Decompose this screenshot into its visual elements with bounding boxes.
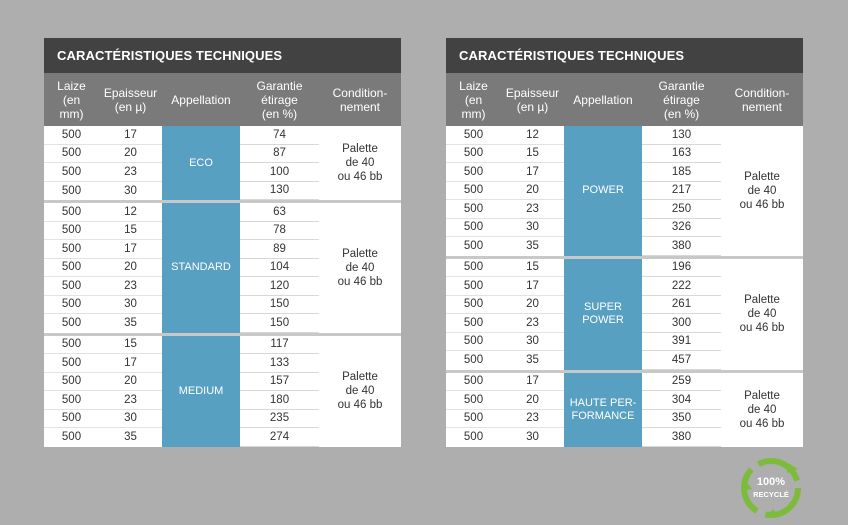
conditionnement-label: Palette de 40 ou 46 bb <box>337 247 383 288</box>
table-body <box>446 126 803 447</box>
cell-epaisseur: 23 <box>99 163 162 182</box>
cell-garantie: 304 <box>642 391 721 410</box>
conditionnement-label: Palette de 40 ou 46 bb <box>337 143 383 183</box>
cell-laize: 500 <box>446 259 501 278</box>
logo-text-percent: 100% <box>756 476 786 488</box>
cell-epaisseur: 23 <box>501 410 564 429</box>
cell-garantie: 274 <box>240 428 319 447</box>
cell-laize: 500 <box>44 354 99 373</box>
appellation-label: STANDARD <box>162 203 240 333</box>
cell-laize: 500 <box>446 410 501 429</box>
cell-laize: 500 <box>44 296 99 315</box>
conditionnement-label: Palette de 40 ou 46 bb <box>739 294 785 334</box>
cell-epaisseur: 20 <box>501 391 564 410</box>
cell-epaisseur: 15 <box>99 222 162 241</box>
header-epaisseur: Epaisseur (en µ) <box>103 85 158 114</box>
cell-epaisseur: 30 <box>526 431 539 444</box>
header-garantie: Garantie étirage (en %) <box>658 78 705 121</box>
cell-garantie: 150 <box>240 314 319 333</box>
cell-garantie: 180 <box>240 391 319 410</box>
cell-epaisseur: 12 <box>501 126 564 145</box>
cell-laize: 500 <box>446 373 501 392</box>
table-header <box>44 73 401 126</box>
header-laize: Laize (en mm) <box>459 78 488 121</box>
cell-epaisseur: 15 <box>501 145 564 164</box>
appellation-label: ECO <box>162 126 240 200</box>
cell-epaisseur: 23 <box>501 200 564 219</box>
cell-laize: 500 <box>44 126 99 145</box>
cell-epaisseur: 20 <box>99 145 162 164</box>
cell-laize: 500 <box>446 296 501 315</box>
cell-laize: 500 <box>463 240 484 253</box>
cell-laize: 500 <box>44 145 99 164</box>
cell-garantie: 235 <box>240 410 319 429</box>
cell-garantie: 120 <box>240 277 319 296</box>
cell-epaisseur: 23 <box>99 391 162 410</box>
header-appellation: Appellation <box>171 92 231 107</box>
cell-garantie: 117 <box>240 336 319 355</box>
recycle-logo <box>738 455 804 521</box>
table-title: CARACTÉRISTIQUES TECHNIQUES <box>44 38 401 73</box>
header-garantie: Garantie étirage (en %) <box>256 78 303 121</box>
cell-garantie: 74 <box>240 126 319 145</box>
cell-laize: 500 <box>446 219 501 238</box>
header-conditionnement: Condition- nement <box>332 85 388 114</box>
cell-epaisseur: 30 <box>124 184 137 197</box>
cell-laize: 500 <box>61 317 82 330</box>
product-group <box>446 126 803 256</box>
conditionnement-label: Palette de 40 ou 46 bb <box>337 371 383 411</box>
cell-garantie: 78 <box>240 222 319 241</box>
cell-garantie: 196 <box>642 259 721 278</box>
product-group <box>44 126 401 200</box>
cell-garantie: 157 <box>240 373 319 392</box>
cell-garantie: 380 <box>642 237 721 256</box>
cell-epaisseur: 15 <box>501 259 564 278</box>
cell-garantie: 259 <box>642 373 721 392</box>
cell-laize: 500 <box>44 277 99 296</box>
cell-laize: 500 <box>44 373 99 392</box>
table-body <box>44 126 401 447</box>
cell-laize: 500 <box>44 259 99 278</box>
cell-garantie: 217 <box>642 182 721 201</box>
cell-epaisseur: 35 <box>526 354 539 367</box>
cell-epaisseur: 12 <box>99 203 162 222</box>
cell-epaisseur: 30 <box>501 219 564 238</box>
conditionnement-label: Palette de 40 ou 46 bb <box>739 389 785 430</box>
cell-epaisseur: 23 <box>501 314 564 333</box>
spec-table-right <box>446 38 803 447</box>
cell-epaisseur: 20 <box>99 373 162 392</box>
product-group <box>44 200 401 333</box>
cell-garantie: 87 <box>240 145 319 164</box>
cell-garantie: 391 <box>642 333 721 352</box>
cell-laize: 500 <box>44 240 99 259</box>
cell-garantie: 163 <box>642 145 721 164</box>
cell-epaisseur: 17 <box>501 277 564 296</box>
cell-epaisseur: 30 <box>501 333 564 352</box>
logo-text-recycle: RECYCLÉ <box>753 490 789 499</box>
cell-epaisseur: 35 <box>526 240 539 253</box>
cell-laize: 500 <box>446 145 501 164</box>
cell-laize: 500 <box>446 200 501 219</box>
cell-epaisseur: 17 <box>501 373 564 392</box>
product-group <box>446 370 803 447</box>
header-laize: Laize (en mm) <box>57 78 86 121</box>
cell-laize: 500 <box>446 333 501 352</box>
cell-epaisseur: 17 <box>99 126 162 145</box>
cell-laize: 500 <box>446 391 501 410</box>
cell-laize: 500 <box>44 336 99 355</box>
cell-epaisseur: 20 <box>501 296 564 315</box>
cell-garantie: 457 <box>642 351 721 370</box>
cell-epaisseur: 35 <box>124 431 137 444</box>
cell-epaisseur: 30 <box>99 410 162 429</box>
cell-garantie: 133 <box>240 354 319 373</box>
appellation-label: HAUTE PER- FORMANCE <box>564 373 642 447</box>
cell-laize: 500 <box>61 431 82 444</box>
cell-garantie: 185 <box>642 163 721 182</box>
cell-epaisseur: 17 <box>99 240 162 259</box>
cell-garantie: 380 <box>642 428 721 447</box>
cell-laize: 500 <box>446 314 501 333</box>
cell-laize: 500 <box>446 182 501 201</box>
cell-laize: 500 <box>44 222 99 241</box>
cell-garantie: 250 <box>642 200 721 219</box>
table-title: CARACTÉRISTIQUES TECHNIQUES <box>446 38 803 73</box>
cell-epaisseur: 30 <box>99 296 162 315</box>
cell-laize: 500 <box>446 163 501 182</box>
appellation-label: SUPER POWER <box>564 259 642 370</box>
cell-garantie: 350 <box>642 410 721 429</box>
header-epaisseur: Epaisseur (en µ) <box>505 85 560 114</box>
cell-laize: 500 <box>44 410 99 429</box>
appellation-label: MEDIUM <box>162 336 240 447</box>
table-header <box>446 73 803 126</box>
cell-laize: 500 <box>44 203 99 222</box>
appellation-label: POWER <box>564 126 642 256</box>
cell-laize: 500 <box>44 391 99 410</box>
cell-laize: 500 <box>61 184 82 197</box>
cell-garantie: 130 <box>240 182 319 201</box>
cell-epaisseur: 20 <box>99 259 162 278</box>
cell-garantie: 104 <box>240 259 319 278</box>
product-group <box>44 333 401 447</box>
cell-garantie: 89 <box>240 240 319 259</box>
cell-garantie: 222 <box>642 277 721 296</box>
header-appellation: Appellation <box>573 92 633 107</box>
cell-laize: 500 <box>463 354 484 367</box>
cell-garantie: 130 <box>642 126 721 145</box>
cell-laize: 500 <box>446 126 501 145</box>
cell-epaisseur: 15 <box>99 336 162 355</box>
cell-laize: 500 <box>44 163 99 182</box>
cell-garantie: 300 <box>642 314 721 333</box>
product-group <box>446 256 803 370</box>
cell-garantie: 150 <box>240 296 319 315</box>
cell-garantie: 261 <box>642 296 721 315</box>
cell-laize: 500 <box>446 277 501 296</box>
cell-garantie: 326 <box>642 219 721 238</box>
cell-epaisseur: 20 <box>501 182 564 201</box>
cell-laize: 500 <box>463 431 484 444</box>
cell-epaisseur: 23 <box>99 277 162 296</box>
cell-garantie: 63 <box>240 203 319 222</box>
cell-epaisseur: 17 <box>501 163 564 182</box>
cell-garantie: 100 <box>240 163 319 182</box>
header-conditionnement: Condition- nement <box>734 85 790 114</box>
spec-table-left <box>44 38 401 447</box>
cell-epaisseur: 17 <box>99 354 162 373</box>
cell-epaisseur: 35 <box>124 317 137 330</box>
conditionnement-label: Palette de 40 ou 46 bb <box>739 170 785 211</box>
